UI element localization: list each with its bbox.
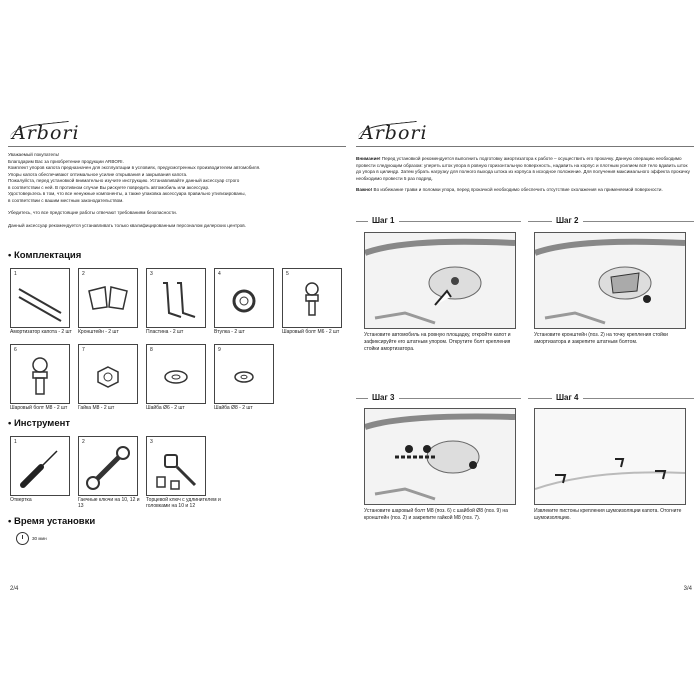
step-3-text: Установите шаровый болт М8 (поз. 6) с шайбой Ø8 (поз. 9) на кронштейн (поз. 2) и закрепите гайкой М8 (поз. 7).: [364, 508, 508, 521]
kit-item-label: Шайба Ø6 - 2 шт: [146, 405, 185, 411]
screwdriver-icon: [11, 437, 69, 495]
clock-icon: [16, 532, 29, 545]
bracket-icon: [79, 269, 137, 327]
tool-item-2: [78, 436, 138, 496]
warning-block: [356, 156, 690, 199]
kit-item-label: Шайба Ø8 - 2 шт: [214, 405, 253, 411]
tool-item-1: [10, 436, 70, 496]
intro-line: Удостоверьтесь в том, что все ненужные компоненты, а также упаковка аксессуара правильно утилизированы,: [8, 191, 246, 196]
recommend-note: Данный аксессуар рекомендуется устанавливать только квалифицированным персоналом дилерских центров.: [8, 222, 246, 228]
socket-wrench-icon: [147, 437, 205, 495]
step-4-label: Шаг 4: [552, 393, 583, 402]
kit-item-label: Амортизатор капота - 2 шт: [10, 329, 72, 335]
warning-text: Перед установкой рекомендуется выполнить подготовку амортизатора к работе – осуществить его прокачку. Данную операцию необходимо провести следующим образом: упереть шток упора в ровную горизонтальную поверхность, надавить на корпус и плотным усилием всё тело вдавить шток до упора в цилиндр. Затем убрать нагрузку для полного выхода штока из корпуса в исходное положение. Для получения максимального эффекта прокачку необходимо провести 5 раз подряд.: [356, 156, 690, 181]
step-4-text: Извлеките пистоны крепления шумоизоляции капота. Отогните шумоизоляцию.: [534, 508, 682, 521]
step-2-image: [534, 232, 686, 329]
kit-item-2: [78, 268, 138, 328]
important-paragraph: [356, 187, 690, 194]
kit-item-number: 8: [150, 347, 153, 353]
header-divider: [8, 146, 346, 147]
kit-item-5: [282, 268, 342, 328]
kit-item-4: [214, 268, 274, 328]
step-3-label: Шаг 3: [368, 393, 399, 402]
left-page: [8, 108, 346, 598]
kit-item-number: 5: [286, 271, 289, 277]
plate-icon: [147, 269, 205, 327]
tool-item-3: [146, 436, 206, 496]
intro-line: в соответствии с ней. В противном случае Вы рискуете повредить автомобиль или аксессуар.: [8, 184, 210, 190]
kit-item-8: [146, 344, 206, 404]
right-page: [356, 108, 694, 598]
step-3-illustration: [365, 409, 515, 504]
header-divider: [356, 146, 694, 147]
safety-note: Убедитесь, что все предстоящие работы отвечают требованиям безопасности.: [8, 210, 178, 215]
washer-icon: [147, 345, 205, 403]
page-number-right: 3/4: [683, 586, 692, 592]
kit-item-number: 6: [14, 347, 17, 353]
intro-line: Пожалуйста, перед установкой внимательно изучите инструкцию. Устанавливайте данный аксессуар строго: [8, 178, 240, 183]
tool-item-label: Гаечные ключи на 10, 12 и 13: [78, 497, 140, 509]
kit-item-number: 9: [218, 347, 221, 353]
ball-bolt-icon: [283, 269, 341, 327]
step-2-label: Шаг 2: [552, 216, 583, 225]
kit-item-label: Пластина - 2 шт: [146, 329, 184, 335]
intro-line: в соответствии с вашим местным законодательством.: [8, 197, 124, 203]
intro-line: Комплект упоров капота предназначен для эксплуатации в условиях, предусмотренных производителем автомобиля.: [8, 165, 261, 170]
step-3-image: [364, 408, 516, 505]
kit-item-7: [78, 344, 138, 404]
step-1-image: [364, 232, 516, 329]
intro-text: [8, 152, 338, 229]
arbori-logo: Arbori: [360, 122, 428, 144]
arbori-logo: Arbori: [12, 122, 80, 144]
gas-strut-icon: [11, 269, 69, 327]
tool-item-number: 3: [150, 439, 153, 445]
kit-item-label: Гайка М8 - 2 шт: [78, 405, 115, 411]
step-4-image: [534, 408, 686, 505]
warning-label: Внимание!: [356, 156, 381, 161]
kit-item-label: Шаровый болт М8 - 2 шт: [10, 405, 68, 411]
kit-item-number: 4: [218, 271, 221, 277]
kit-item-number: 1: [14, 271, 17, 277]
intro-greeting: Уважаемый покупатель!: [8, 152, 60, 157]
install-time: 30 мин: [32, 536, 47, 541]
kit-item-number: 3: [150, 271, 153, 277]
kit-section-title: • Комплектация: [8, 250, 82, 261]
kit-item-number: 7: [82, 347, 85, 353]
step-2-text: Установите кронштейн (поз. 2) на точку крепления стойки амортизатора и закрепите штатным болтом.: [534, 332, 668, 345]
page-number-left: 2/4: [10, 586, 19, 592]
kit-item-label: Шаровый болт М6 - 2 шт: [282, 329, 340, 335]
ball-bolt-icon: [11, 345, 69, 403]
tool-item-label: Торцевой ключ с удлинителем и головками на 10 и 12: [146, 497, 221, 509]
kit-item-3: [146, 268, 206, 328]
step-1-illustration: [365, 233, 515, 328]
warning-paragraph: [356, 156, 690, 182]
nut-icon: [79, 345, 137, 403]
bushing-icon: [215, 269, 273, 327]
important-text: Во избежание травм и поломки упора, перед прокачкой необходимо обеспечить отсутствие охолажения на применяемой поверхности.: [373, 187, 663, 192]
tools-section-title: • Инструмент: [8, 418, 71, 429]
important-label: Важно!: [356, 187, 373, 192]
kit-item-number: 2: [82, 271, 85, 277]
wrench-icon: [79, 437, 137, 495]
kit-item-6: [10, 344, 70, 404]
step-1-text: Установите автомобиль на ровную площадку, откройте капот и зафиксируйте его штатным упором. Открутите болт крепления стойки амортизатора.: [364, 332, 511, 352]
time-section-title: • Время установки: [8, 516, 96, 527]
intro-line: Благодарим Вас за приобретение продукции ARBORI.: [8, 158, 124, 164]
intro-line: Упоры капота обеспечивают оптимальное усилие открывания и закрывания капота.: [8, 171, 188, 177]
step-4-illustration: [535, 409, 685, 504]
kit-item-9: [214, 344, 274, 404]
step-2-illustration: [535, 233, 685, 328]
tool-item-label: Отвертка: [10, 497, 32, 503]
kit-item-label: Кронштейн - 2 шт: [78, 329, 119, 335]
tool-item-number: 1: [14, 439, 17, 445]
kit-item-label: Втулка - 2 шт: [214, 329, 245, 335]
kit-item-1: [10, 268, 70, 328]
washer-icon: [215, 345, 273, 403]
tool-item-number: 2: [82, 439, 85, 445]
step-1-label: Шаг 1: [368, 216, 399, 225]
